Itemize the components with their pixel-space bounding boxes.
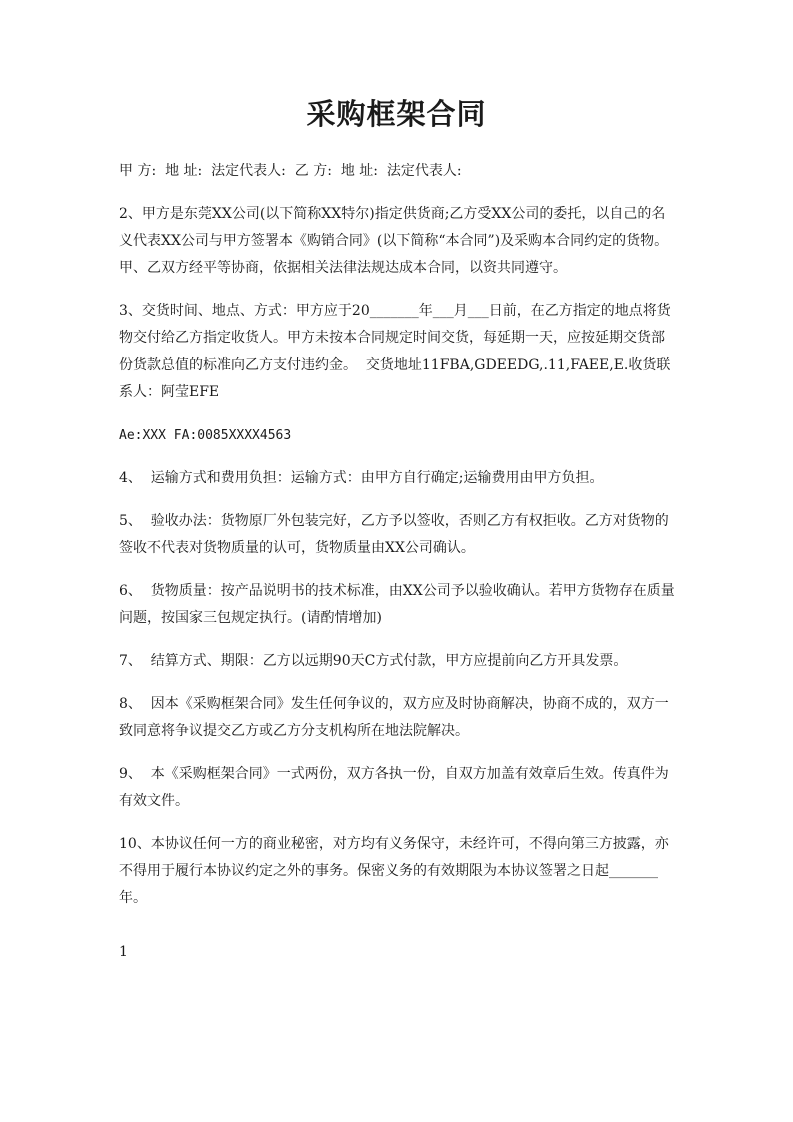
document-body [119, 158, 675, 928]
contact-line: Ae:XXX FA:0085XXXX4563 [119, 428, 292, 443]
parties-line: 甲 方: 地 址: 法定代表人: 乙 方: 地 址: 法定代表人: [119, 163, 462, 179]
clause-7: 7、 结算方式、期限：乙方以远期90天C方式付款，甲方应提前向乙方开具发票。 [119, 653, 628, 669]
clause-5: 5、 验收办法：货物原厂外包装完好，乙方予以签收，否则乙方有权拒收。乙方对货物的签收不代表对货物质量的认可，货物质量由XX公司确认。 [119, 513, 669, 556]
document-title: 采购框架合同 [306, 97, 487, 131]
page-number: 1 [119, 944, 128, 960]
clause-10: 10、本协议任何一方的商业秘密，对方均有义务保守，未经许可，不得向第三方披露，亦不得用于履行本协议约定之外的事务。保密义务的有效期限为本协议签署之日起_______年。 [119, 836, 669, 906]
clause-8: 8、 因本《采购框架合同》发生任何争议的，双方应及时协商解决，协商不成的，双方一致同意将争议提交乙方或乙方分支机构所在地法院解决。 [119, 696, 669, 739]
clause-3: 3、交货时间、地点、方式：甲方应于20_______年___月___日前，在乙方指定的地点将货物交付给乙方指定收货人。甲方未按本合同规定时间交货，每延期一天，应按延期交货部份货款总值的标准向乙方支付违约金。 交货地址11FBA,GDEEDG,.11,FAEE,E.收货联系人：阿莹EFE [119, 303, 671, 400]
clause-9: 9、 本《采购框架合同》一式两份，双方各执一份，自双方加盖有效章后生效。传真件为有效文件。 [119, 766, 669, 809]
clause-6: 6、 货物质量：按产品说明书的技术标准，由XX公司予以验收确认。若甲方货物存在质量问题，按国家三包规定执行。(请酌情增加) [119, 583, 675, 626]
clause-2: 2、甲方是东莞XX公司(以下简称XX特尔)指定供货商;乙方受XX公司的委托，以自己的名义代表XX公司与甲方签署本《购销合同》(以下简称“本合同”)及采购本合同约定的货物。甲、乙双方经平等协商，依据相关法律法规达成本合同，以资共同遵守。 [119, 206, 669, 276]
clause-4: 4、 运输方式和费用负担：运输方式：由甲方自行确定;运输费用由甲方负担。 [119, 470, 604, 486]
